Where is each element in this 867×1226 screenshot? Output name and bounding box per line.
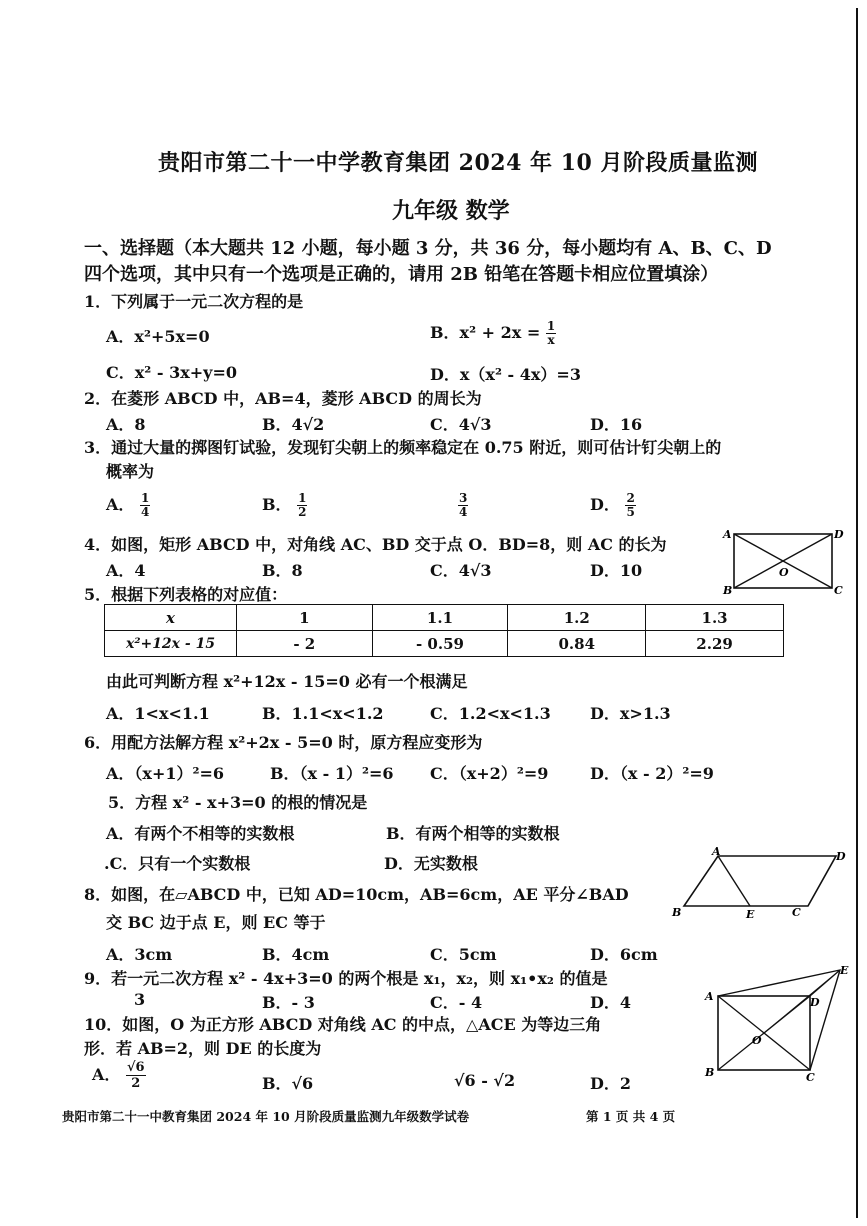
parallelogram-abcd (684, 856, 836, 906)
q3-option-b (262, 492, 307, 519)
label-d: D (810, 996, 820, 1009)
q5-value-table (104, 604, 784, 657)
q7-option-b: B．有两个相等的实数根 (386, 824, 560, 843)
q6-option-b: B．（x - 1）²=6 (270, 764, 394, 783)
q8-option-d: D．6cm (590, 945, 658, 964)
table-row (105, 605, 784, 631)
q9-option-a: 3 (134, 990, 146, 1009)
q5-option-a: A．1<x<1.1 (106, 704, 210, 723)
q8-parallelogram-figure (668, 846, 854, 922)
q10-option-d: D．2 (590, 1074, 632, 1093)
q10-stem-line1: 10．如图，O 为正方形 ABCD 对角线 AC 的中点，△ACE 为等边三角 (84, 1015, 602, 1034)
segment-ae (718, 856, 750, 906)
page-title: 贵阳市第二十一中学教育集团 2024 年 10 月阶段质量监测 (158, 150, 758, 176)
q9-option-c: C．- 4 (430, 993, 483, 1012)
section-heading-line2: 四个选项，其中只有一个选项是正确的，请用 2B 铅笔在答题卡相应位置填涂） (84, 264, 719, 285)
label-d: D (834, 528, 844, 541)
fraction-denominator: 2 (131, 1076, 141, 1091)
q4-option-b: B．8 (262, 561, 303, 580)
table-cell: 0.84 (508, 631, 646, 657)
q10-option-a-fraction (126, 1060, 146, 1091)
label-a: A (712, 846, 721, 858)
q3-stem-line2: 概率为 (106, 462, 155, 481)
fraction-numerator: 1 (141, 491, 150, 505)
q8-option-b: B．4cm (262, 945, 330, 964)
q7-option-d: D．无实数根 (384, 854, 478, 873)
q7-option-c: .C．只有一个实数根 (104, 854, 251, 873)
table-cell: x (105, 605, 237, 631)
q10-stem-line2: 形．若 AB=2，则 DE 的长度为 (84, 1039, 322, 1058)
q5-option-b: B．1.1<x<1.2 (262, 704, 384, 723)
footer-page-number: 第 1 页 共 4 页 (586, 1109, 676, 1124)
table-cell: x²+12x - 15 (105, 631, 237, 657)
q3-option-d-fraction (625, 492, 635, 519)
label-o: O (779, 566, 789, 579)
q4-rectangle-figure (720, 526, 850, 598)
q6-option-d: D．（x - 2）²=9 (590, 764, 714, 783)
label-b: B (705, 1066, 715, 1079)
q6-option-a: A．（x+1）²=6 (106, 764, 225, 783)
scan-edge-line (856, 8, 858, 1218)
q3-option-a-fraction (140, 492, 150, 519)
q9-option-d: D．4 (590, 993, 632, 1012)
label-e: E (746, 908, 755, 921)
table-cell: 2.29 (646, 631, 784, 657)
q4-stem: 4．如图，矩形 ABCD 中，对角线 AC、BD 交于点 O．BD=8，则 AC 的长为 (84, 535, 667, 554)
table-cell: - 2 (237, 631, 373, 657)
q9-option-b: B．- 3 (262, 993, 315, 1012)
table-cell: 1.1 (372, 605, 508, 631)
q3-option-a-label: A． (106, 495, 135, 514)
label-d: D (836, 850, 846, 863)
q1-option-c: C．x² - 3x+y=0 (106, 363, 237, 382)
q3-option-c (458, 492, 468, 519)
q1-option-a: A．x²+5x=0 (106, 327, 210, 346)
q5-follow-text: 由此可判断方程 x²+12x - 15=0 必有一个根满足 (106, 672, 468, 691)
label-a: A (705, 990, 714, 1003)
q10-option-b: B．√6 (262, 1074, 314, 1093)
label-a: A (723, 528, 732, 541)
q3-option-d-label: D． (590, 495, 620, 514)
q8-option-a: A．3cm (106, 945, 173, 964)
q8-option-c: C．5cm (430, 945, 497, 964)
table-row (105, 631, 784, 657)
label-c: C (806, 1071, 815, 1082)
q1-option-d: D．x（x² - 4x）=3 (430, 365, 581, 384)
q7-stem: 5．方程 x² - x+3=0 的根的情况是 (108, 793, 368, 812)
label-b: B (672, 906, 682, 919)
q10-option-a-label: A． (92, 1065, 121, 1084)
q3-option-d (590, 492, 636, 519)
label-c: C (834, 584, 843, 597)
fraction-denominator: 4 (141, 505, 150, 519)
q2-option-d: D．16 (590, 415, 643, 434)
fraction-denominator: 2 (298, 505, 307, 519)
fraction-numerator: √6 (127, 1060, 145, 1075)
table-cell: - 0.59 (372, 631, 508, 657)
page-subtitle: 九年级 数学 (392, 198, 510, 224)
label-o: O (752, 1034, 762, 1047)
q1-option-b (430, 320, 556, 347)
q1-option-b-fraction (546, 320, 556, 347)
q2-option-a: A．8 (106, 415, 146, 434)
q9-stem: 9．若一元二次方程 x² - 4x+3=0 的两个根是 x₁，x₂，则 x₁•x₂ 的值是 (84, 969, 608, 988)
q2-stem: 2．在菱形 ABCD 中，AB=4，菱形 ABCD 的周长为 (84, 389, 482, 408)
footer-exam-name: 贵阳市第二十一中教育集团 2024 年 10 月阶段质量监测九年级数学试卷 (62, 1109, 470, 1124)
q6-option-c: C．（x+2）²=9 (430, 764, 549, 783)
q5-option-c: C．1.2<x<1.3 (430, 704, 551, 723)
q2-option-b: B．4√2 (262, 415, 325, 434)
q7-option-a: A．有两个不相等的实数根 (106, 824, 295, 843)
table-cell: 1.3 (646, 605, 784, 631)
table-cell: 1.2 (508, 605, 646, 631)
q10-option-a (92, 1060, 146, 1091)
fraction-numerator: 2 (626, 491, 635, 505)
q5-option-d: D．x>1.3 (590, 704, 671, 723)
q2-option-c: C．4√3 (430, 415, 492, 434)
q3-option-b-fraction (297, 492, 307, 519)
fraction-denominator: 5 (626, 505, 635, 519)
q3-option-c-fraction (458, 492, 468, 519)
q1-option-b-text: B．x² + 2x = (430, 323, 541, 342)
q10-square-figure (702, 962, 854, 1082)
q3-option-a (106, 492, 150, 519)
q4-option-d: D．10 (590, 561, 643, 580)
q10-option-c: √6 - √2 (454, 1071, 516, 1090)
fraction-denominator: x (547, 333, 555, 347)
table-cell: 1 (237, 605, 373, 631)
q4-option-a: A．4 (106, 561, 146, 580)
q3-option-b-label: B． (262, 495, 292, 514)
q6-stem: 6．用配方法解方程 x²+2x - 5=0 时，原方程应变形为 (84, 733, 483, 752)
q5-stem: 5．根据下列表格的对应值： (84, 585, 288, 604)
fraction-numerator: 3 (459, 491, 468, 505)
q1-stem: 1．下列属于一元二次方程的是 (84, 292, 304, 311)
q3-stem-line1: 3．通过大量的掷图钉试验，发现钉尖朝上的频率稳定在 0.75 附近，则可估计钉尖朝上的 (84, 438, 722, 457)
q4-option-c: C．4√3 (430, 561, 492, 580)
label-b: B (723, 584, 733, 597)
fraction-numerator: 1 (298, 491, 307, 505)
q8-stem-line1: 8．如图，在▱ABCD 中，已知 AD=10cm，AB=6cm，AE 平分∠BAD (84, 885, 629, 904)
fraction-denominator: 4 (459, 505, 468, 519)
section-heading-line1: 一、选择题（本大题共 12 小题，每小题 3 分，共 36 分，每小题均有 A、B、C、D (84, 238, 772, 259)
q8-stem-line2: 交 BC 边于点 E，则 EC 等于 (106, 913, 326, 932)
fraction-numerator: 1 (546, 319, 556, 333)
segment-oe (764, 970, 840, 1033)
label-e: E (840, 964, 849, 977)
label-c: C (792, 906, 801, 919)
